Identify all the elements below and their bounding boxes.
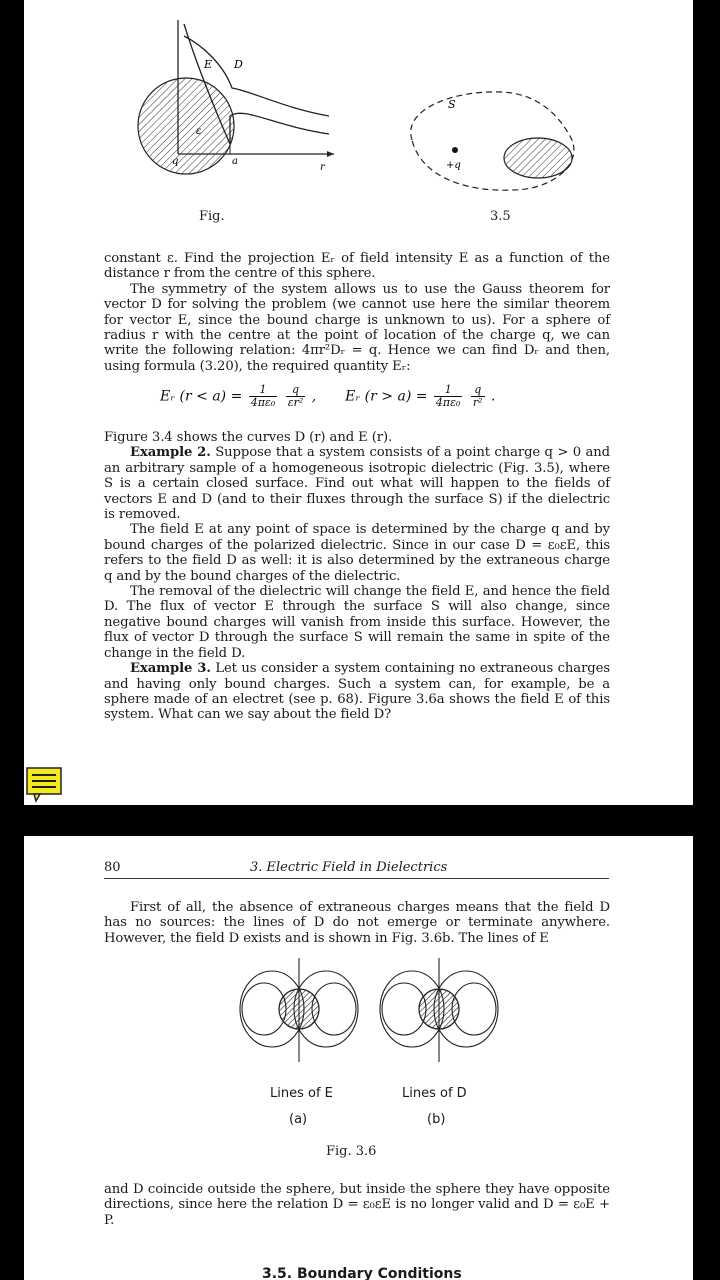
frac-num: 1 xyxy=(249,384,278,397)
fig-sub-b: (b) xyxy=(427,1112,446,1127)
frac-den: εr² xyxy=(287,396,304,409)
frac-num: 1 xyxy=(434,384,463,397)
paragraph xyxy=(104,661,610,723)
fig-label-a: a xyxy=(232,156,238,167)
running-title: 3. Electric Field in Dielectrics xyxy=(250,860,448,875)
frac-den: r² xyxy=(472,396,483,409)
fraction xyxy=(249,384,278,409)
section-title: 3.5. Boundary Conditions xyxy=(262,1266,462,1280)
note-icon[interactable] xyxy=(26,767,62,803)
example-text: Suppose that a system consists of a point charge q > 0 and an arbitrary sample of a homogeneous isotropic dielectric (Fig. 3.5), where S is a certain closed surface. Find out what will happen to the fields of vectors E and D (and to their fluxes through the surface S) if the dielectric is removed. xyxy=(104,445,610,523)
fig-label-plus-q: +q xyxy=(446,160,461,171)
fraction xyxy=(286,384,306,409)
formula-lhs-1: Eᵣ (r < a) = xyxy=(160,388,243,405)
running-header xyxy=(104,860,609,879)
paragraph: The removal of the dielectric will change the field E, and hence the field D. The flux of vector E through the surface S will also change, since negative bound charges will vanish from inside this surface. However, the flux of vector D through the surface S will remain the same in spite of the change in the field D. xyxy=(104,584,610,661)
document-page-1 xyxy=(24,0,693,805)
paragraph: The field E at any point of space is determined by the charge q and by bound charges of the polarized dielectric. Since in our case D = ε₀εE, this refers to the field D as well: it is also determined by the extraneous charge q and by the bound charges of the dielectric. xyxy=(104,522,610,584)
formula-E-r xyxy=(160,384,496,409)
text-para-p2-2 xyxy=(104,1182,610,1228)
fig-3-6-diagram xyxy=(234,954,504,1074)
fig-caption-right: 3.5 xyxy=(490,209,511,224)
text-para-1-2 xyxy=(104,251,610,374)
formula-end: . xyxy=(491,388,496,405)
fig-caption-3-6: Fig. 3.6 xyxy=(326,1144,377,1159)
example-label: Example 2. xyxy=(130,445,211,461)
frac-den: 4πε₀ xyxy=(435,396,461,409)
paragraph: constant ε. Find the projection Eᵣ of field intensity E as a function of the distance r from the centre of this sphere. xyxy=(104,251,610,282)
fig-label-E: E xyxy=(204,58,213,71)
fig-label-r: r xyxy=(320,162,325,173)
frac-den: 4πε₀ xyxy=(250,396,276,409)
paragraph: Figure 3.4 shows the curves D (r) and E (r). xyxy=(104,430,393,445)
paragraph: The symmetry of the system allows us to use the Gauss theorem for vector D for solving the problem (we cannot use here the similar theorem for vector E, since the bound charge is unknown to us). For a sphere of radius r with the centre at the point of location of the charge q, we can write the following relation: 4πr²Dᵣ = q. Hence we can find Dᵣ and then, using formula (3.20), the required quantity Eᵣ: xyxy=(104,281,610,374)
frac-num: q xyxy=(471,384,485,397)
fraction xyxy=(471,384,485,409)
text-para-p2-1 xyxy=(104,900,610,946)
fig-sub-a: (a) xyxy=(289,1112,308,1127)
fig-label-lines-of-E: Lines of E xyxy=(270,1086,333,1101)
fig-label-D: D xyxy=(234,58,243,71)
formula-lhs-2: Eᵣ (r > a) = xyxy=(345,388,428,405)
fig-3-4-diagram xyxy=(134,16,344,176)
page-number: 80 xyxy=(104,860,121,875)
formula-sep: , xyxy=(311,388,317,405)
paragraph: First of all, the absence of extraneous charges means that the field D has no sources: the lines of D do not emerge or terminate anywhere. However, the field D exists and is shown in Fig. 3.6b. The lines of E xyxy=(104,900,610,946)
example-text: Let us consider a system containing no extraneous charges and having only bound charges. Such a system can, for example, be a sphere made of an electret (see p. 68). Figure 3.6a shows the field E of this system. What can we say about the field D? xyxy=(104,661,610,723)
fig-3-5-diagram xyxy=(392,80,592,200)
example-label: Example 3. xyxy=(130,661,211,677)
paragraph: and D coincide outside the sphere, but inside the sphere they have opposite directions, since here the relation D = ε₀εE is no longer valid and D = ε₀E + P. xyxy=(104,1182,610,1228)
document-page-2 xyxy=(24,836,693,1280)
paragraph xyxy=(104,445,610,522)
fig-label-S: S xyxy=(448,98,456,111)
frac-num: q xyxy=(286,384,306,397)
fraction xyxy=(434,384,463,409)
fig-label-lines-of-D: Lines of D xyxy=(402,1086,467,1101)
fig-caption-left: Fig. xyxy=(199,209,225,224)
fig-label-q: q xyxy=(172,156,179,167)
text-para-3-7 xyxy=(104,430,610,723)
fig-label-eps: ε xyxy=(196,126,202,137)
